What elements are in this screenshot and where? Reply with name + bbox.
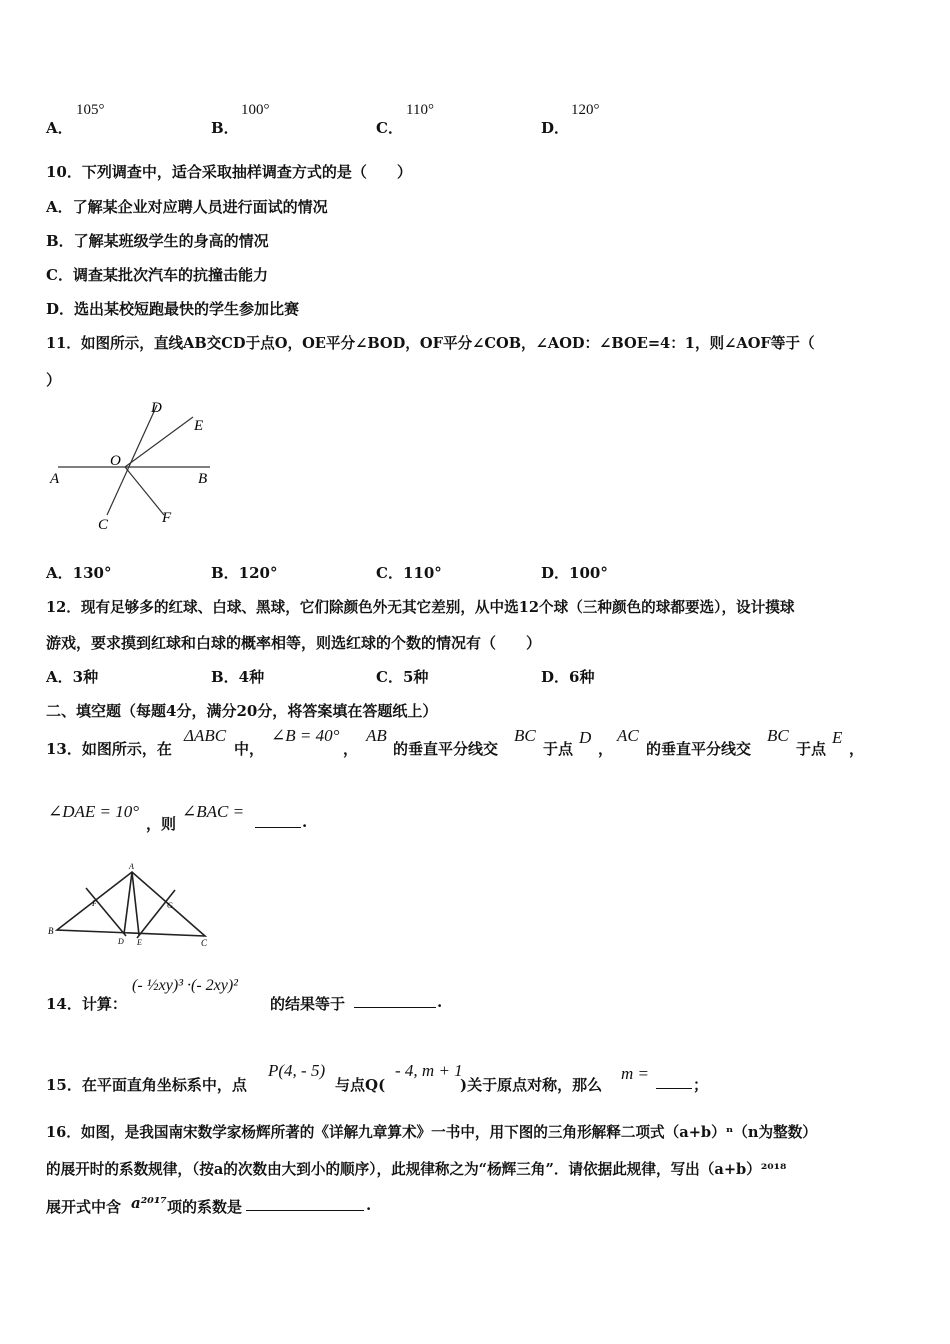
q13-text-10: ，则 xyxy=(146,815,177,833)
q9-option-b-value: 100° xyxy=(241,102,270,118)
q13-text-2: 中， xyxy=(234,740,265,758)
q12-line1: 12．现有足够多的红球、白球、黑球，它们除颜色外无其它差别，从中选12个球（三种颜色的球都要选），设计摸球 xyxy=(46,599,795,616)
q11-stem-line2: ） xyxy=(46,371,62,389)
label-b: B xyxy=(198,471,208,487)
q10-option-b: B．了解某班级学生的身高的情况 xyxy=(46,232,269,250)
q13-math-ac: AC xyxy=(617,726,639,745)
bisector-ac xyxy=(137,890,175,938)
q15-math-q: - 4, m + 1 xyxy=(395,1061,463,1080)
q13-math-d: D xyxy=(579,728,592,747)
q12-option-c: C．5种 xyxy=(376,668,429,686)
q10-option-a: A．了解某企业对应聘人员进行面试的情况 xyxy=(46,198,328,216)
section2-heading: 二、填空题（每题4分，满分20分，将答案填在答题纸上） xyxy=(46,702,438,720)
q11-figure xyxy=(40,395,230,535)
q10-option-d: D．选出某校短跑最快的学生参加比赛 xyxy=(46,300,300,318)
q12-option-a: A．3种 xyxy=(46,668,99,686)
q15-math-m: m = xyxy=(621,1064,649,1083)
label-e: E xyxy=(194,418,204,434)
q13-answer-blank[interactable] xyxy=(255,813,301,828)
q9-option-a-value: 105° xyxy=(76,102,105,118)
q10-option-c: C．调查某批次汽车的抗撞击能力 xyxy=(46,266,268,284)
q13-math-dae: ∠DAE = 10° xyxy=(48,802,140,821)
q11-option-d: D．100° xyxy=(541,564,608,582)
label-d: D xyxy=(151,400,162,416)
q14-text-1: 14．计算： xyxy=(46,995,127,1013)
label-a: A xyxy=(50,471,60,487)
q13-math-ab: AB xyxy=(366,726,387,745)
q15-math-p: P(4, - 5) xyxy=(268,1061,326,1080)
fig13-label-e: E xyxy=(137,938,142,947)
label-o: O xyxy=(110,453,121,469)
q16-line1: 16．如图，是我国南宋数学家杨辉所著的《详解九章算术》一书中，用下图的三角形解释二项式（a+b）ⁿ（n为整数） xyxy=(46,1124,817,1141)
q15-text-3: )关于原点对称，那么 xyxy=(460,1076,603,1094)
q9-option-d-letter: D． xyxy=(541,119,570,137)
segment-ae xyxy=(132,872,139,935)
q15-text-2: 与点Q( xyxy=(335,1076,386,1094)
q12-option-b: B．4种 xyxy=(211,668,265,686)
q11-option-b: B．120° xyxy=(211,564,278,582)
q9-option-c-value: 110° xyxy=(406,102,434,118)
q9-option-a-letter: A． xyxy=(46,119,73,137)
bisector-ab xyxy=(86,888,126,936)
q13-math-angle-b: ∠B = 40° xyxy=(271,726,340,745)
q15-text-1: 15．在平面直角坐标系中，点 xyxy=(46,1076,247,1094)
q9-option-b-letter: B． xyxy=(211,119,239,137)
q13-figure xyxy=(40,858,220,950)
q16-line3-text-3: . xyxy=(366,1196,372,1214)
q13-text-3: ， xyxy=(343,740,359,758)
q13-math-triangle: ΔABC xyxy=(184,726,227,745)
q16-answer-blank[interactable] xyxy=(246,1196,364,1211)
q12-line2: 游戏，要求摸到红球和白球的概率相等，则选红球的个数的情况有（ ） xyxy=(46,634,542,652)
q15-answer-blank[interactable] xyxy=(656,1074,692,1089)
q14-text-2: 的结果等于 xyxy=(270,995,346,1013)
q13-text-5: 于点 xyxy=(543,740,574,758)
segment-ad xyxy=(124,872,132,934)
q10-stem: 10．下列调查中，适合采取抽样调查方式的是（ ） xyxy=(46,163,412,181)
q13-text-9: ， xyxy=(849,740,865,758)
q13-text-11: . xyxy=(302,813,308,831)
q16-line2: 的展开时的系数规律，（按a的次数由大到小的顺序），此规律称之为“杨辉三角”．请依据此规律，写出（a+b）²⁰¹⁸ xyxy=(46,1161,787,1178)
q15-text-4: ； xyxy=(693,1076,709,1094)
label-f: F xyxy=(162,510,172,526)
q16-line3-text-2: 项的系数是 xyxy=(167,1198,243,1216)
q16-line3-math: a²⁰¹⁷ xyxy=(131,1194,167,1212)
q13-text-7: 的垂直平分线交 xyxy=(646,740,752,758)
fig13-label-b: B xyxy=(48,926,54,936)
q11-stem-line1: 11．如图所示，直线AB交CD于点O，OE平分∠BOD，OF平分∠COB，∠AOD：∠BOE=4：1，则∠AOF等于（ xyxy=(46,335,815,352)
q14-text-3: . xyxy=(437,993,443,1011)
q13-text-8: 于点 xyxy=(796,740,827,758)
fig13-label-c: C xyxy=(201,938,208,948)
q13-math-bc-1: BC xyxy=(514,726,536,745)
q13-text-6: ， xyxy=(598,740,614,758)
q14-answer-blank[interactable] xyxy=(354,993,436,1008)
fig13-label-f: F xyxy=(92,899,97,908)
q16-line3-text-1: 展开式中含 xyxy=(46,1198,122,1216)
ray-of xyxy=(125,467,164,515)
fig13-label-a: A xyxy=(129,862,134,871)
fig13-label-d: D xyxy=(118,937,124,946)
q13-text-1: 13．如图所示，在 xyxy=(46,740,172,758)
label-c: C xyxy=(98,517,109,533)
q9-option-d-value: 120° xyxy=(571,102,600,118)
q14-math: (- ½xy)³ ·(- 2xy)² xyxy=(132,977,238,994)
fig13-label-g: G xyxy=(167,901,173,910)
q11-option-a: A．130° xyxy=(46,564,112,582)
q11-option-c: C．110° xyxy=(376,564,442,582)
q13-math-bc-2: BC xyxy=(767,726,789,745)
ray-oe xyxy=(125,417,193,467)
q13-text-4: 的垂直平分线交 xyxy=(393,740,499,758)
q9-option-c-letter: C． xyxy=(376,119,403,137)
q13-math-e: E xyxy=(832,728,843,747)
q12-option-d: D．6种 xyxy=(541,668,595,686)
q13-math-bac: ∠BAC = xyxy=(182,802,245,821)
